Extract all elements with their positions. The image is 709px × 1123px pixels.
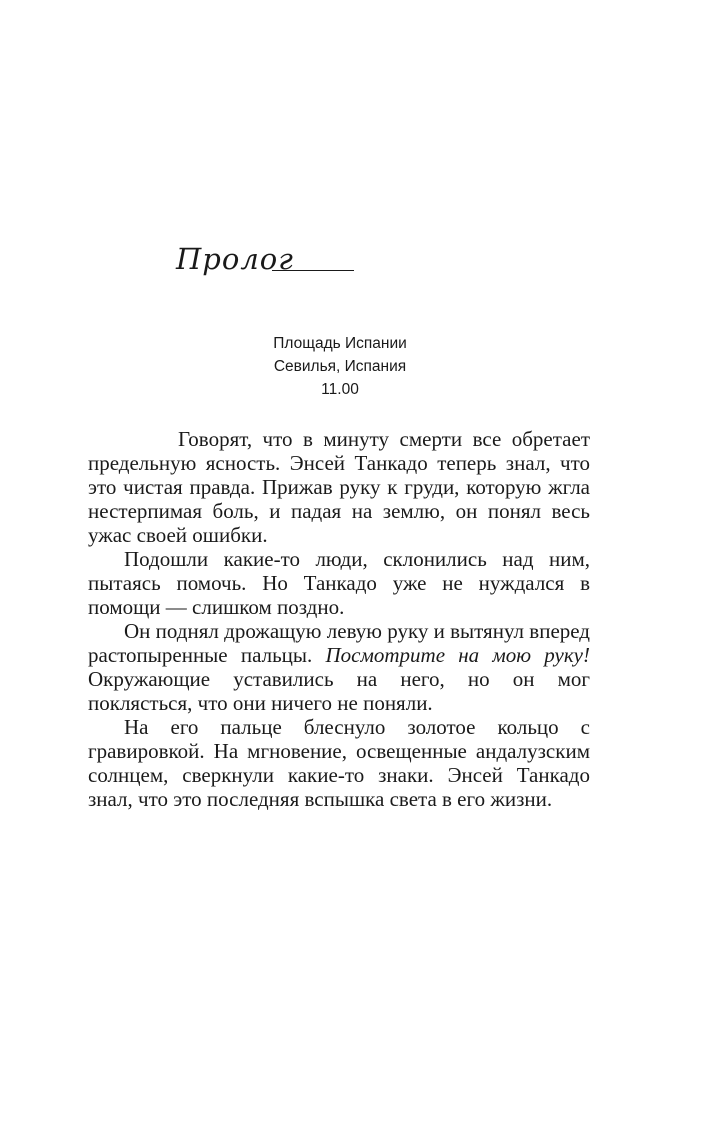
paragraph-2: Подошли какие-то люди, склонились над ним, пытаясь помочь. Но Танкадо уже не нуждался в помощи — слишком поздно. xyxy=(88,547,590,619)
paragraph-3 xyxy=(88,619,590,715)
paragraph-1: Говорят, что в минуту смерти все обретает предельную ясность. Энсей Танкадо теперь знал, что это чистая правда. Прижав руку к груди, которую жгла нестерпимая боль, и падая на землю, он понял весь ужас своей ошибки. xyxy=(88,427,590,547)
chapter-title: Пролог xyxy=(176,242,294,276)
chapter-heading xyxy=(176,242,354,276)
time-line: 11.00 xyxy=(321,381,359,398)
place-line-city: Севилья, Испания xyxy=(273,358,407,375)
paragraph-3-start: Он поднял дрожащую левую руку и вытянул вперед растопыренные пальцы. xyxy=(88,619,590,667)
paragraph-3-end: Окружающие уставились на него, но он мог поклясться, что они ничего не поняли. xyxy=(88,667,590,715)
paragraph-3-italic-phrase: Посмотрите на мою руку! xyxy=(325,643,590,667)
place-and-time xyxy=(240,332,440,401)
chapter-title-rule xyxy=(272,270,354,271)
body-text xyxy=(88,427,590,811)
place-line-square: Площадь Испании xyxy=(273,335,407,352)
paragraph-4: На его пальце блеснуло золотое кольцо с гравировкой. На мгновение, освещенные андалузским солнцем, сверкнули какие-то знаки. Энсей Танкадо знал, что это последняя вспышка света в его жизни. xyxy=(88,715,590,811)
